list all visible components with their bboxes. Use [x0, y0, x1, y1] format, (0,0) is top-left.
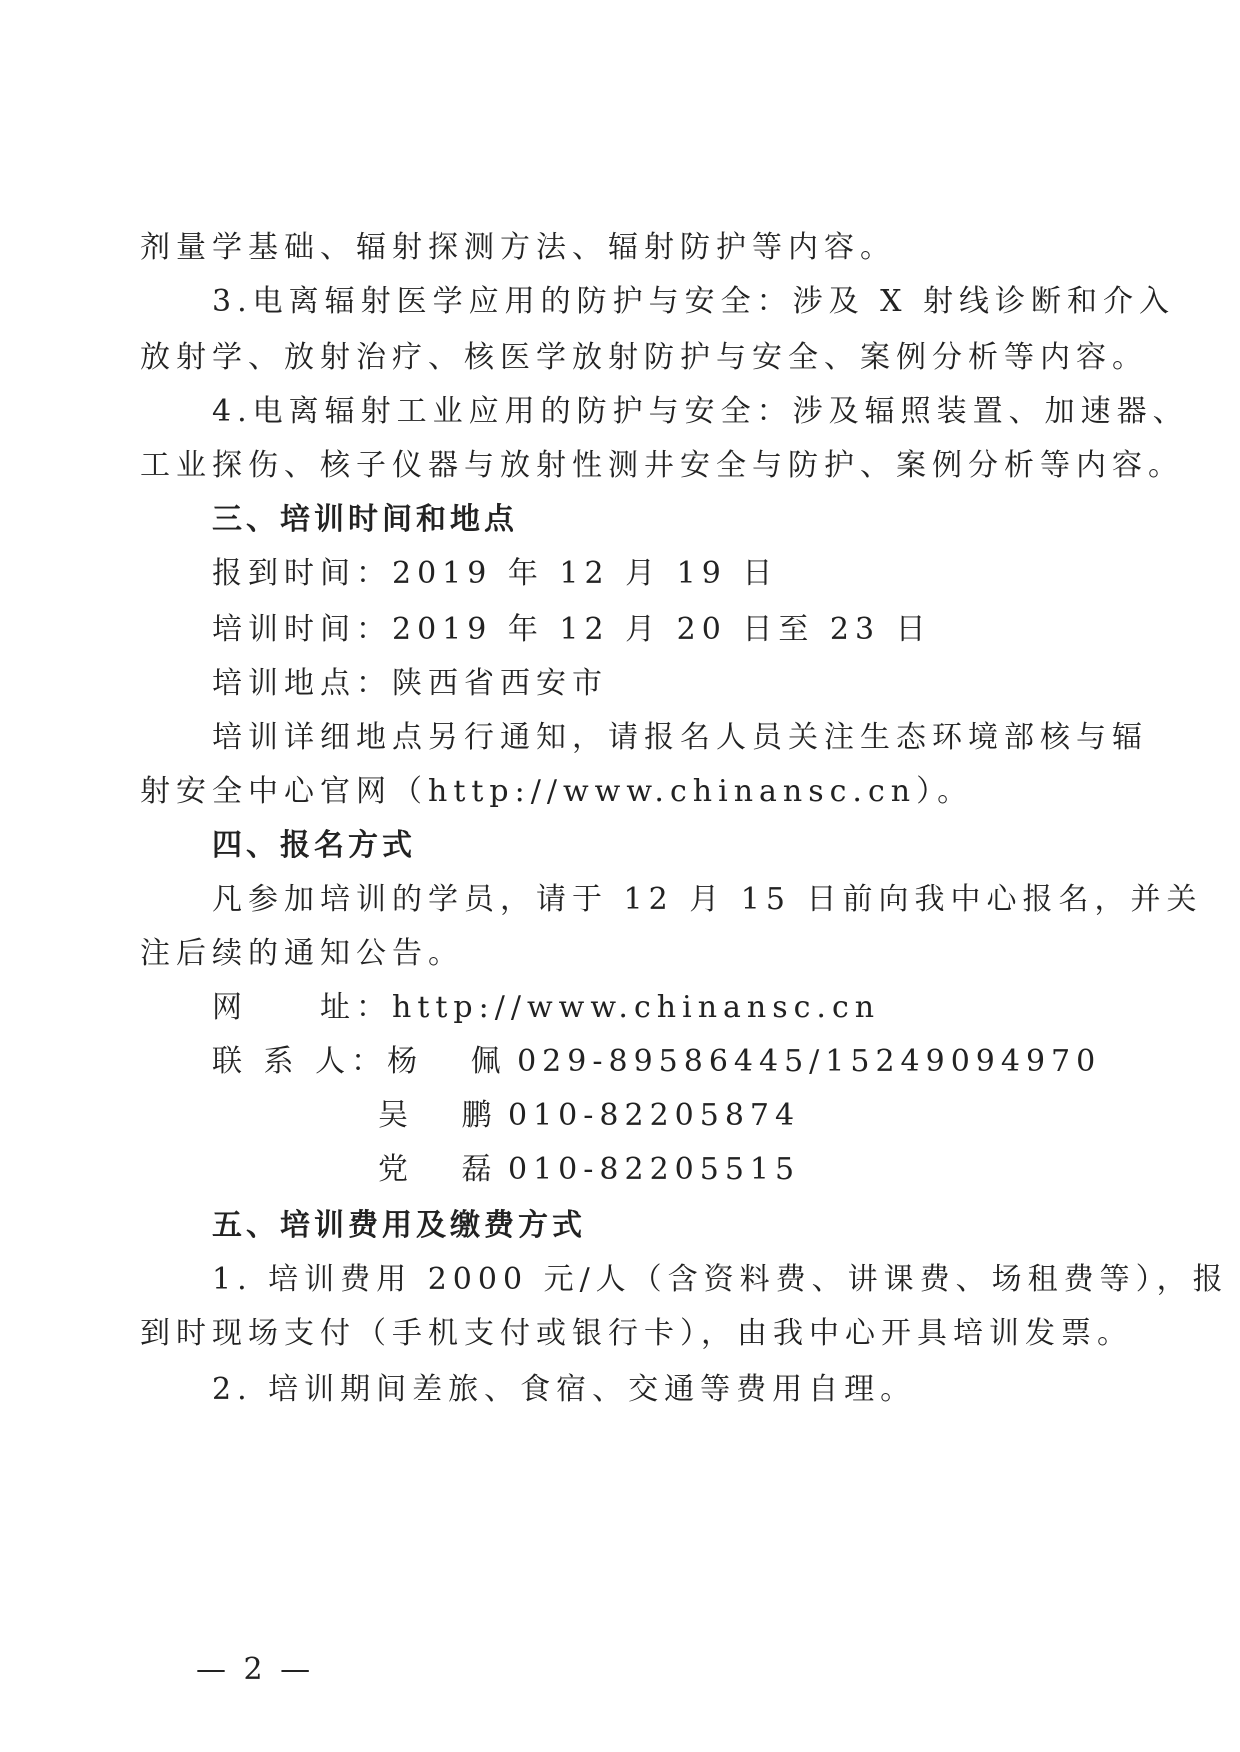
section-4-heading: 四、报名方式 — [212, 828, 416, 863]
contact-label: 联 系 人： — [212, 1044, 388, 1079]
contact-phone: 029-89586445/15249094970 — [517, 1044, 1102, 1079]
signup-notice-line-1: 凡参加培训的学员，请于 12 月 15 日前向我中心报名，并关 — [212, 882, 1203, 917]
signup-notice-line-2: 注后续的通知公告。 — [140, 936, 464, 971]
training-time: 培训时间：2019 年 12 月 20 日至 23 日 — [212, 612, 932, 647]
contact-phone: 010-82205874 — [508, 1098, 801, 1133]
fee-item-1-line-1: 1. 培训费用 2000 元/人（含资料费、讲课费、场租费等），报 — [212, 1262, 1229, 1297]
contact-name: 吴 鹏 — [378, 1098, 514, 1133]
page-number: — 2 — — [196, 1652, 315, 1687]
contact-name: 党 磊 — [378, 1152, 514, 1187]
item-3-line-2: 放射学、放射治疗、核医学放射防护与安全、案例分析等内容。 — [140, 340, 1148, 375]
section-5-heading: 五、培训费用及缴费方式 — [212, 1208, 586, 1243]
detail-line-2: 射安全中心官网（http://www.chinansc.cn）。 — [140, 774, 974, 809]
item-4-line-2: 工业探伤、核子仪器与放射性测井安全与防护、案例分析等内容。 — [140, 448, 1184, 483]
item-3-line-1: 3.电离辐射医学应用的防护与安全：涉及 X 射线诊断和介入 — [212, 284, 1176, 319]
website-link[interactable]: http://www.chinansc.cn — [392, 990, 881, 1025]
contact-name: 杨 佩 — [387, 1044, 523, 1079]
detail-line-1: 培训详细地点另行通知，请报名人员关注生态环境部核与辐 — [212, 720, 1148, 755]
contact-phone: 010-82205515 — [508, 1152, 801, 1187]
paragraph-continuation: 剂量学基础、辐射探测方法、辐射防护等内容。 — [140, 230, 896, 265]
report-time: 报到时间：2019 年 12 月 19 日 — [212, 556, 779, 591]
contact-row-3 — [378, 1150, 1090, 1190]
fee-item-1-line-2: 到时现场支付（手机支付或银行卡），由我中心开具培训发票。 — [140, 1316, 1133, 1351]
fee-item-2: 2. 培训期间差旅、食宿、交通等费用自理。 — [212, 1372, 917, 1407]
website-row — [212, 988, 1090, 1028]
item-4-line-1: 4.电离辐射工业应用的防护与安全：涉及辐照装置、加速器、 — [212, 394, 1189, 429]
training-place: 培训地点：陕西省西安市 — [212, 666, 608, 701]
website-label: 网 址： — [212, 990, 392, 1025]
contact-row-1 — [212, 1042, 1102, 1082]
section-3-heading: 三、培训时间和地点 — [212, 502, 518, 537]
contact-row-2 — [378, 1096, 1090, 1136]
